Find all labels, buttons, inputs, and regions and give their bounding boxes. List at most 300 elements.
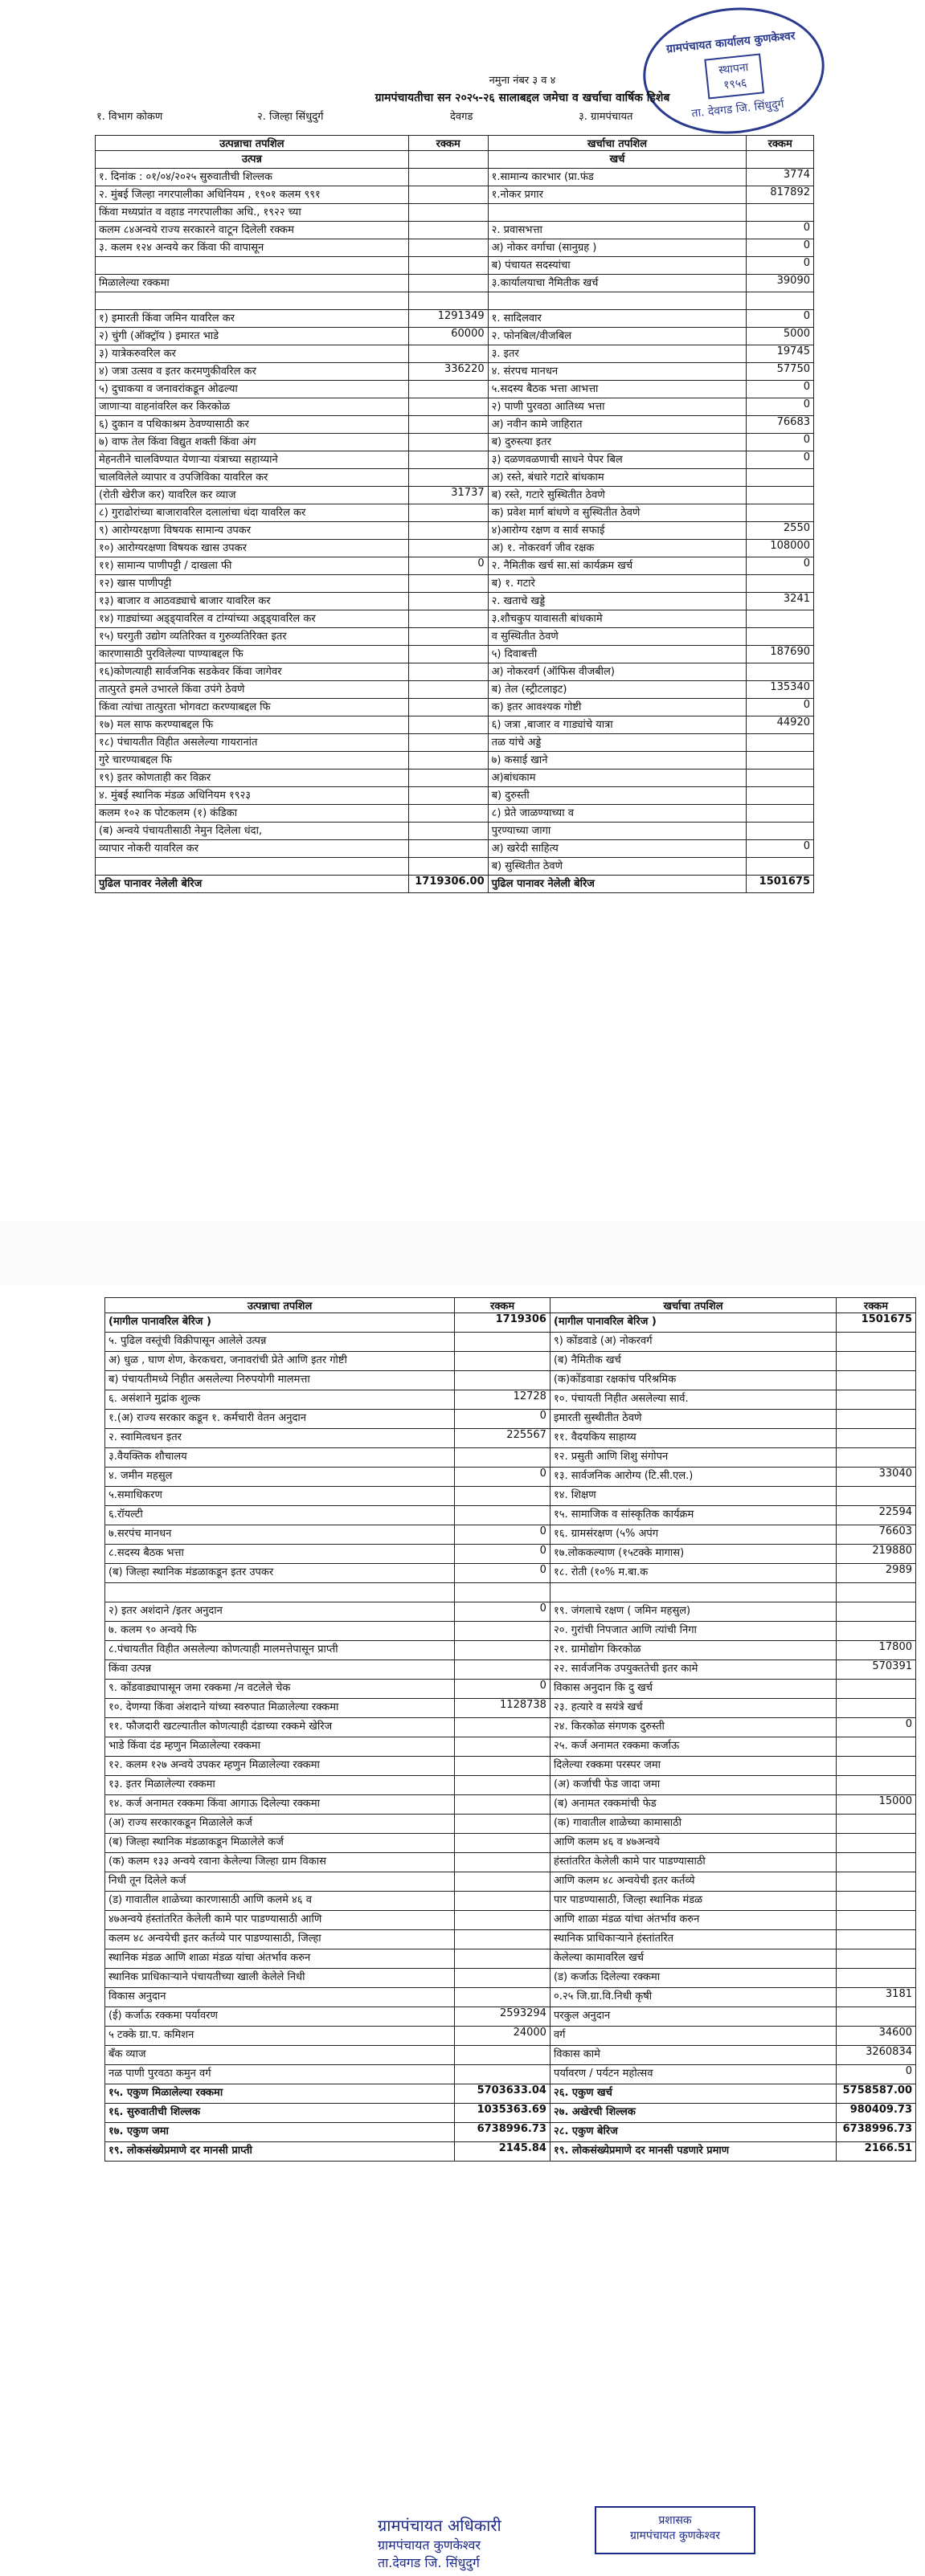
expense-amount [747,858,814,876]
income-item: ८) गुराढोरांच्या बाजारावरिल दलालांचा धंदा यावरिल कर [96,504,409,522]
table-header-row [96,136,814,151]
expense-item: ३.कार्यालयाचा नैमितीक खर्च [488,275,747,292]
income-item: १६. सुरुवातीची शिल्लक [105,2104,455,2123]
expense-amount [747,770,814,787]
expense-amount: 135340 [747,681,814,699]
expense-item: (ड) कर्जाऊ दिलेल्या रक्कमा [550,1969,836,1988]
table-row [105,1564,916,1583]
income-item: ५) दुचाकया व जनावरांकडून ओढल्या [96,381,409,398]
expense-amount: 0 [747,222,814,239]
expense-item: अ) खरेदी साहित्य [488,840,747,858]
income-item: (ब) अन्वये पंचायतीसाठी नेमुन दिलेला धंदा, [96,823,409,840]
income-item: ५.समाधिकरण [105,1487,455,1506]
income-item: स्थानिक मंडळ आणि शाळा मंडळ यांचा अंतर्भाव करुन [105,1949,455,1969]
income-item: ४) जत्रा उत्सव व इतर करमणुकीवरिल कर [96,363,409,381]
expense-amount: 3774 [747,169,814,186]
expense-amount: 0 [747,398,814,416]
table-row [96,646,814,663]
expense-item: ८) प्रेते जाळण्याच्या व [488,805,747,823]
table-row [96,204,814,222]
expense-amount [837,1429,916,1448]
expense-amount [837,1410,916,1429]
expense-item: १.नोकर प्रगार [488,186,747,204]
income-item: १९) इतर कोणताही कर विक्रर [96,770,409,787]
table-row [105,1834,916,1853]
expense-item: २. फोनबिल/वीजबिल [488,328,747,345]
expense-amount: 39090 [747,275,814,292]
expense-amount: 187690 [747,646,814,663]
income-item: ९. कोंडवाड्यापासून जमा रक्कमा /न वटलेले चेक [105,1680,455,1699]
expense-amount [837,1352,916,1371]
table-row [96,823,814,840]
table-row [105,2123,916,2142]
table-row [105,1988,916,2007]
expense-amount: 2550 [747,522,814,540]
income-item: ७. कलम ९० अन्वये फि [105,1622,455,1641]
table-row [105,1468,916,1487]
expense-amount [747,787,814,805]
expense-item: १०. पंचायती निहीत असलेल्या सार्व. [550,1390,836,1410]
table-row [105,1641,916,1660]
expense-amount: 219880 [837,1545,916,1564]
income-col-header: उत्पन्नाचा तपशिल [96,136,409,151]
table-row [96,328,814,345]
table-row [96,575,814,593]
expense-item: २. प्रवासभत्ता [488,222,747,239]
income-item: किंवा मध्यप्रांत व वहाड नगरपालीका अधि., १९२२ च्या [96,204,409,222]
income-item: १४) गाड्यांच्या अड्ड्यावरिल व टांग्यांच्या अड्ड्यावरिल कर [96,610,409,628]
income-amount: 5703633.04 [455,2084,550,2104]
income-amount [408,186,488,204]
expense-item: ७) कसाई खाने [488,752,747,770]
gram-panchayat-seal: ग्रामपंचायत कार्यालय कुणकेश्वर स्थापना १९५६ ता. देवगड जि. सिंधुदुर्ग [636,0,830,142]
expense-amount: 22594 [837,1506,916,1525]
income-item: ३) यात्रेकरुवरिल कर [96,345,409,363]
income-item: १५. एकुण मिळालेल्या रक्कमा [105,2084,455,2104]
expense-item: ३.शौचकुप यावासती बांधकामे [488,610,747,628]
income-amount [408,663,488,681]
expense-amount: 0 [747,434,814,451]
table-row [96,610,814,628]
expense-amount: 3241 [747,593,814,610]
table-row [96,310,814,328]
expense-section-head: खर्च [488,151,747,169]
table-row [105,1525,916,1545]
income-amount: 0 [455,1545,550,1564]
table-row [96,858,814,876]
expense-item: ब) पंचायत सदस्यांचा [488,257,747,275]
income-item: २. मुंबई जिल्हा नगरपालीका अधिनियम , १९०१ कलम ९९१ [96,186,409,204]
income-amount [455,1660,550,1680]
expense-item: आणि कलम ४६ व ४७अन्वये [550,1834,836,1853]
income-amount [408,345,488,363]
income-item: ७) वाफ तेल किंवा विद्युत शक्ती किंवा अंग [96,434,409,451]
expense-item: (क) गावातील शाळेच्या कामासाठी [550,1815,836,1834]
expense-amount: 0 [747,310,814,328]
income-item: ४. जमीन महसुल [105,1468,455,1487]
expense-amount: 3181 [837,1988,916,2007]
ledger-table-page2 [104,1297,916,2162]
expense-amount [747,610,814,628]
expense-item: (ब) अनामत रक्कमांची फेड [550,1795,836,1815]
income-item: १९. लोकसंख्येप्रमाणे दर मानसी प्राप्ती [105,2142,455,2162]
carry-label-expense: (मागील पानावरिल बेरिज ) [550,1313,836,1333]
expense-amount [837,2007,916,2027]
income-amount [408,398,488,416]
table-row [105,1506,916,1525]
table-row [105,1390,916,1410]
expense-item: (अ) कर्जाची फेड जादा जमा [550,1776,836,1795]
table-row [96,398,814,416]
income-amount [455,1949,550,1969]
income-amount [408,681,488,699]
table-row [105,2027,916,2046]
income-item: ५. पुढिल वस्तूंची विक्रीपासून आलेले उत्पन्न [105,1333,455,1352]
income-amount [455,1506,550,1525]
income-item: १८) पंचायतीत विहीत असलेल्या गायरानांत [96,734,409,752]
income-item: ७.सरपंच मानधन [105,1525,455,1545]
expense-amount [837,1776,916,1795]
expense-amount-col-header: रक्कम [747,136,814,151]
ledger-table-page1 [95,135,814,893]
expense-item: दिलेल्या रक्कमा परस्पर जमा [550,1757,836,1776]
income-amount [408,504,488,522]
income-item: (अ) राज्य सरकारकडून मिळालेले कर्ज [105,1815,455,1834]
income-item: कलम ४८ अन्वयेची इतर कर्तव्ये पार पाडण्यासाठी, जिल्हा [105,1930,455,1949]
expense-amount: 6738996.73 [837,2123,916,2142]
income-item: १७) मल साफ करण्याबद्दल फि [96,716,409,734]
table-row [96,169,814,186]
expense-item: १४. शिक्षण [550,1487,836,1506]
income-item: १०. देणग्या किंवा अंशदाने यांच्या स्वरुपात मिळालेल्या रक्कमा [105,1699,455,1718]
income-amount [455,2046,550,2065]
table-row [96,805,814,823]
expense-item: २५. कर्ज अनामत रक्कमा कर्जाऊ [550,1737,836,1757]
income-amount [408,434,488,451]
expense-amount [837,1834,916,1853]
table-row [96,451,814,469]
expense-amount: 76683 [747,416,814,434]
income-amount [455,1930,550,1949]
income-item [96,257,409,275]
expense-item: ४. संरपच मानधन [488,363,747,381]
income-item: ४. मुंबई स्थानिक मंडळ अधिनियम १९२३ [96,787,409,805]
expense-item: २८. एकुण बेरिज [550,2123,836,2142]
table-row [105,1776,916,1795]
income-amount [408,540,488,557]
table-row [105,2065,916,2084]
income-item: ११. फौजदारी खटल्यातील कोणत्याही दंडाच्या रक्कमे खेरिज [105,1718,455,1737]
income-item: ११) सामान्य पाणीपट्टी / दाखला फी [96,557,409,575]
income-amount [408,169,488,186]
table-row [96,434,814,451]
expense-amount [747,504,814,522]
expense-amount [837,1390,916,1410]
table-row [96,840,814,858]
income-amount-col-header: रक्कम [455,1298,550,1313]
income-amount: 60000 [408,328,488,345]
income-item: अ) धुळ , घाण शेण, केरकचरा, जनावरांची प्रेते आणि इतर गोष्टी [105,1352,455,1371]
income-amount [408,787,488,805]
expense-amount: 0 [747,699,814,716]
income-amount [455,1892,550,1911]
expense-item: (क)कोंडवाडा रक्षकांच परिश्रमिक [550,1371,836,1390]
table-header-row [105,1298,916,1313]
income-amount: 0 [455,1680,550,1699]
expense-amount: 108000 [747,540,814,557]
expense-amount: 17800 [837,1641,916,1660]
income-amount [408,257,488,275]
expense-amount [747,204,814,222]
table-row [96,363,814,381]
income-amount: 1035363.69 [455,2104,550,2123]
expense-amount: 0 [837,2065,916,2084]
income-item: १०) आरोग्यरक्षणा विषयक खास उपकर [96,540,409,557]
expense-item: २७. अखेरची शिल्लक [550,2104,836,2123]
expense-item: अ) नोकर वर्गाचा (सानुग्रह ) [488,239,747,257]
expense-amount [747,292,814,310]
expense-amount: 34600 [837,2027,916,2046]
taluka-label: देवगड [450,111,473,123]
expense-amount [747,575,814,593]
expense-amount [837,1737,916,1757]
expense-item: १३. सार्वजनिक आरोग्य (टि.सी.एल.) [550,1468,836,1487]
form-title: नमुना नंबर ३ व ४ [489,75,556,87]
table-row [105,1410,916,1429]
income-item: भाडे किंवा दंड म्हणुन मिळालेल्या रक्कमा [105,1737,455,1757]
expense-item: २४. किरकोळ संगणक दुरुस्ती [550,1718,836,1737]
income-item: चालविलेले व्यापार व उपजिविका यावरिल कर [96,469,409,487]
expense-amount [747,628,814,646]
table-row [105,2084,916,2104]
income-amount [455,1853,550,1872]
expense-item: २०. गुरांची निपजात आणि त्यांची निगा [550,1622,836,1641]
expense-item: इमारती सुस्थीतीत ठेवणे [550,1410,836,1429]
table-row [96,257,814,275]
income-amount: 1128738 [455,1699,550,1718]
income-amount: 6738996.73 [455,2123,550,2142]
expense-item: पर्यावरण / पर्यटन महोत्सव [550,2065,836,2084]
table-row [96,557,814,575]
table-row [96,752,814,770]
table-row [105,1949,916,1969]
income-amount [455,1583,550,1602]
expense-amount [837,1930,916,1949]
table-row [96,345,814,363]
table-row [105,1680,916,1699]
income-item: १२. कलम १२७ अन्वये उपकर म्हणुन मिळालेल्या रक्कमा [105,1757,455,1776]
expense-item: १९. जंगलाचे रक्षण ( जमिन महसुल) [550,1602,836,1622]
expense-amount: 817892 [747,186,814,204]
table-row [105,2104,916,2123]
expense-item: ३. इतर [488,345,747,363]
table-row [105,1757,916,1776]
income-amount [455,1448,550,1468]
income-amount [455,1622,550,1641]
income-item: (क) कलम १३३ अन्वये रवाना केलेल्या जिल्हा ग्राम विकास [105,1853,455,1872]
expense-amount: 15000 [837,1795,916,1815]
expense-amount: 0 [747,381,814,398]
income-amount [408,752,488,770]
carry-forward-row [105,1313,916,1333]
income-item: १५) घरगुती उद्योग व्यतिरिक्त व गुरुव्यतिरिक्त इतर [96,628,409,646]
income-item: कारणासाठी पुरविलेल्या पाण्याबद्दल फि [96,646,409,663]
table-row [96,469,814,487]
expense-item: अ) रस्ते, बंधारे गटारे बांधकाम [488,469,747,487]
table-row [96,663,814,681]
income-item: कलम ८४अन्वये राज्य सरकारने वाटून दिलेली रक्कम [96,222,409,239]
table-row [96,416,814,434]
expense-item: तळ यांचे अड्डे [488,734,747,752]
table-row [105,1352,916,1371]
expense-item: ४)आरोग्य रक्षण व सार्व सफाई [488,522,747,540]
total-expense: 1501675 [747,876,814,893]
income-item: २. स्वामित्वधन इतर [105,1429,455,1448]
income-amount: 0 [455,1410,550,1429]
table-row [96,239,814,257]
expense-item: १.सामान्य कारभार (प्रा.फंड [488,169,747,186]
income-item: ३.वैयक्तिक शौचालय [105,1448,455,1468]
table-row [96,381,814,398]
income-item: १३) बाजार व आठवड्याचे बाजार यावरिल कर [96,593,409,610]
expense-col-header: खर्चाचा तपशिल [550,1298,836,1313]
income-amount: 31737 [408,487,488,504]
expense-amount [837,1448,916,1468]
income-amount-col-header: रक्कम [408,136,488,151]
table-row [105,1583,916,1602]
total-income: 1719306.00 [408,876,488,893]
income-amount [455,1795,550,1815]
expense-item: अ)बांधकाम [488,770,747,787]
income-amount [455,1718,550,1737]
expense-amount: 0 [747,840,814,858]
income-amount [455,1487,550,1506]
table-row [105,1429,916,1448]
expense-amount: 19745 [747,345,814,363]
income-amount [408,610,488,628]
expense-amount [747,734,814,752]
table-row [96,292,814,310]
income-amount [408,805,488,823]
signature-area [378,2514,908,2570]
income-item: १४. कर्ज अनामत रक्कमा किंवा आगाऊ दिलेल्या रक्कमा [105,1795,455,1815]
table-row [96,222,814,239]
expense-amount [837,1333,916,1352]
administrator-stamp: प्रशासक ग्रामपंचायत कुणकेश्वर [595,2506,755,2554]
expense-amount [837,1487,916,1506]
expense-amount [747,487,814,504]
income-amount: 24000 [455,2027,550,2046]
table-row [96,681,814,699]
income-item: गुरे चारण्याबद्दल फि [96,752,409,770]
expense-amount [837,1911,916,1930]
income-amount [455,1352,550,1371]
income-item: ब) पंचायतीमध्ये निहीत असलेल्या निरुपयोगी मालमत्ता [105,1371,455,1390]
income-amount: 2593294 [455,2007,550,2027]
income-amount: 12728 [455,1390,550,1410]
income-item [96,292,409,310]
table-row [105,1622,916,1641]
income-amount [455,1969,550,1988]
income-amount [408,416,488,434]
expense-item: १५. सामाजिक व सांस्कृतिक कार्यक्रम [550,1506,836,1525]
expense-item: क) इतर आवश्यक गोष्टी [488,699,747,716]
division-label: १. विभाग कोकण [96,111,163,123]
table-row [105,1448,916,1468]
income-item: १३. इतर मिळालेल्या रक्कमा [105,1776,455,1795]
income-col-header: उत्पन्नाचा तपशिल [105,1298,455,1313]
table-row [105,2046,916,2065]
expense-item: (ब) नैमितीक खर्च [550,1352,836,1371]
page1-total-row [96,876,814,893]
expense-item: विकास कामे [550,2046,836,2065]
table-row [105,1892,916,1911]
income-amount [408,770,488,787]
income-item: (ब) जिल्हा स्थानिक मंडळाकडून मिळालेले कर्ज [105,1834,455,1853]
income-item: १) इमारती किंवा जमिन यावरिल कर [96,310,409,328]
expense-amount [837,1969,916,1988]
income-amount [408,469,488,487]
expense-item [488,204,747,222]
income-amount [455,1757,550,1776]
carry-income: 1719306 [455,1313,550,1333]
expense-amount: 0 [837,1718,916,1737]
expense-item: ५) दिवाबत्ती [488,646,747,663]
income-item: मेहनतीने चालविण्यात येणाऱ्या यंत्राच्या सहाय्याने [96,451,409,469]
table-row [96,770,814,787]
expense-amount: 57750 [747,363,814,381]
table-row [105,1911,916,1930]
income-amount [408,646,488,663]
income-item: १२) खास पाणीपट्टी [96,575,409,593]
expense-item: ५.सदस्य बैठक भत्ता आभत्ता [488,381,747,398]
expense-item: व सुस्थितीत ठेवणे [488,628,747,646]
total-label-expense: पुढिल पानावर नेलेली बेरिज [488,876,747,893]
section-head-row [96,151,814,169]
income-item: जाणाऱ्या वाहनांवरिल कर किरकोळ [96,398,409,416]
expense-amount: 980409.73 [837,2104,916,2123]
income-amount [408,858,488,876]
table-row [105,1795,916,1815]
expense-item: १. सादिलवार [488,310,747,328]
table-row [96,540,814,557]
table-row [105,2142,916,2162]
table-row [96,522,814,540]
expense-amount: 76603 [837,1525,916,1545]
table-row [105,1930,916,1949]
expense-amount: 2989 [837,1564,916,1583]
table-row [105,1872,916,1892]
income-amount [408,222,488,239]
table-row [105,1737,916,1757]
expense-item [550,1583,836,1602]
expense-item: क) प्रवेश मार्ग बांधणे व सुस्थितीत ठेवणे [488,504,747,522]
carry-label: (मागील पानावरिल बेरिज ) [105,1313,455,1333]
income-item: कलम १०२ क पोटकलम (१) कंडिका [96,805,409,823]
expense-amount: 5758587.00 [837,2084,916,2104]
expense-item [488,292,747,310]
expense-item: २) पाणी पुरवठा आतिथ्य भत्ता [488,398,747,416]
table-row [96,699,814,716]
income-amount [455,1834,550,1853]
income-amount: 1291349 [408,310,488,328]
expense-item: परकुल अनुदान [550,2007,836,2027]
income-item: (ड) गावातील शाळेच्या कारणासाठी आणि कलमे ४६ व [105,1892,455,1911]
income-amount [408,451,488,469]
expense-amount: 3260834 [837,2046,916,2065]
income-amount [408,292,488,310]
income-amount: 0 [455,1525,550,1545]
